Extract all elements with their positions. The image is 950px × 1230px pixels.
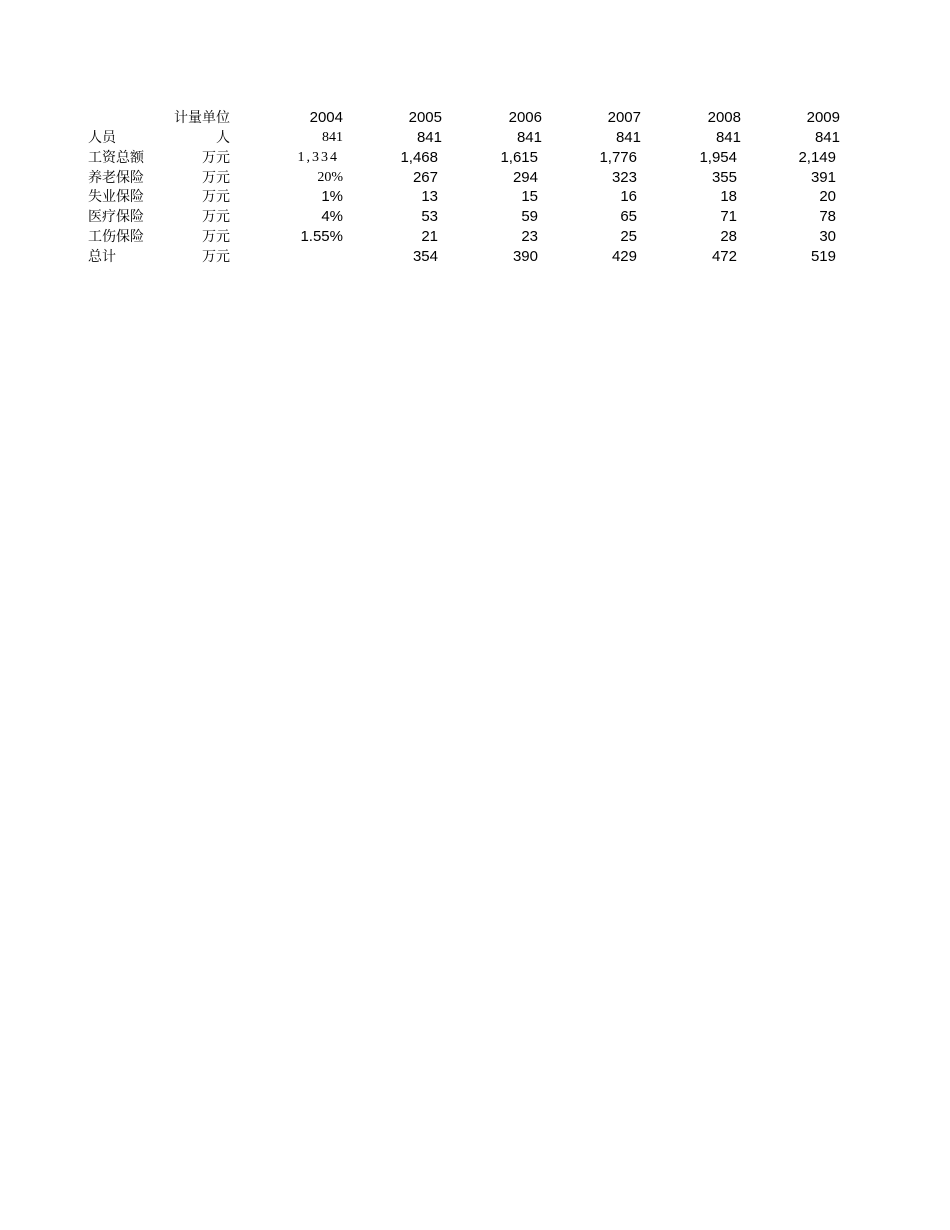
row-unit: 万元 [202,150,230,166]
table-cell: 20 [819,188,836,205]
table-cell: 25 [620,228,637,245]
table-cell: 21 [421,228,438,245]
table-cell: 1,334 [297,150,339,165]
year-header-2007: 2007 [607,109,641,126]
year-header-2009: 2009 [806,109,840,126]
row-unit: 万元 [202,170,230,186]
table-row [0,207,950,227]
table-cell: 841 [715,129,741,146]
row-unit: 人 [216,130,230,146]
table-cell: 23 [521,228,538,245]
row-label: 总计 [88,249,116,265]
row-label: 医疗保险 [88,209,144,225]
table-cell: 1,954 [699,149,737,166]
table-cell: 65 [620,208,637,225]
table-cell: 13 [421,188,438,205]
table-cell: 15 [521,188,538,205]
table-cell: 78 [819,208,836,225]
table-cell: 1,615 [500,149,538,166]
unit-column-header: 计量单位 [174,110,230,126]
table-cell: 519 [810,248,836,265]
table-cell: 841 [814,129,840,146]
year-header-2006: 2006 [508,109,542,126]
row-unit: 万元 [202,209,230,225]
table-row [0,187,950,207]
table-cell: 1,776 [599,149,637,166]
row-label: 工伤保险 [88,229,144,245]
table-cell: 841 [416,129,442,146]
table-cell: 390 [512,248,538,265]
table-cell: 294 [512,169,538,186]
table-cell: 841 [615,129,641,146]
header-row [0,108,950,128]
table-cell: 20% [317,170,343,185]
row-unit: 万元 [202,189,230,205]
row-label: 人员 [88,130,116,146]
year-header-2005: 2005 [408,109,442,126]
table-row [0,227,950,247]
table-cell: 267 [412,169,438,186]
table-cell: 59 [521,208,538,225]
table-row [0,128,950,148]
table-cell: 354 [412,248,438,265]
table-cell: 4% [321,208,343,225]
row-label: 失业保险 [88,189,144,205]
table-cell: 18 [720,188,737,205]
table-cell: 391 [810,169,836,186]
table-cell [243,247,343,267]
table-row [0,247,950,267]
year-header-2008: 2008 [707,109,741,126]
table-cell: 841 [516,129,542,146]
row-label: 养老保险 [88,170,144,186]
table-row [0,148,950,168]
year-header-2004: 2004 [309,109,343,126]
table-cell: 472 [711,248,737,265]
table-cell: 2,149 [798,149,836,166]
table-cell: 355 [711,169,737,186]
row-label: 工资总额 [88,150,144,166]
table-cell: 53 [421,208,438,225]
table-cell: 429 [611,248,637,265]
table-cell: 841 [322,130,343,145]
table-row [0,168,950,188]
table-cell: 1.55% [300,228,343,245]
table-cell: 1% [321,188,343,205]
table-cell: 28 [720,228,737,245]
table-cell: 1,468 [400,149,438,166]
table-cell: 16 [620,188,637,205]
table-cell: 30 [819,228,836,245]
row-unit: 万元 [202,229,230,245]
table-cell: 71 [720,208,737,225]
table-cell: 323 [611,169,637,186]
row-unit: 万元 [202,249,230,265]
